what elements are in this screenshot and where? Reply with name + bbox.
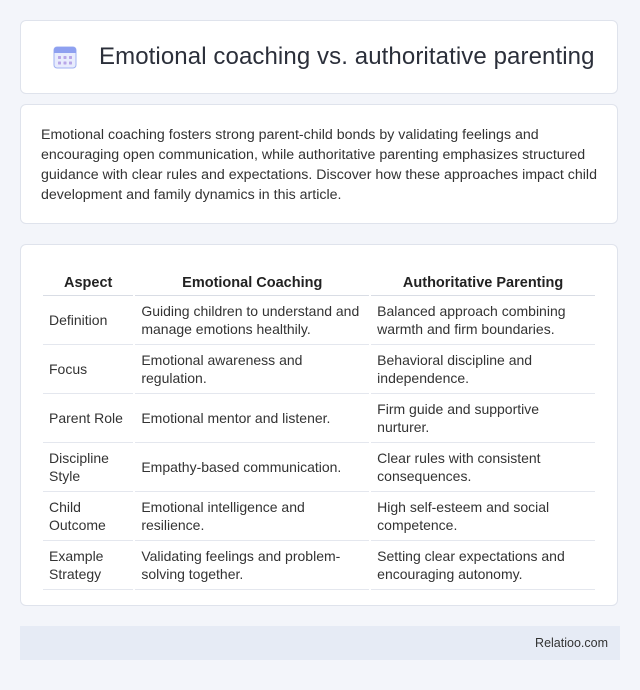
- intro-text: Emotional coaching fosters strong parent-child bonds by validating feelings and encouraging open communication, while authoritative parenting emphasizes structured guidance with clear rules and expectations. Discover how these approaches impact child development and family dynamics in this article.: [41, 127, 597, 203]
- row-aspect: Child Outcome: [43, 492, 133, 541]
- row-authoritative-parenting: High self-esteem and social competence.: [371, 492, 595, 541]
- column-header-emotional-coaching: Emotional Coaching: [135, 265, 369, 296]
- comparison-card: [20, 244, 618, 606]
- row-aspect: Definition: [43, 296, 133, 345]
- calendar-icon: [51, 43, 79, 71]
- row-emotional-coaching: Validating feelings and problem-solving together.: [135, 541, 369, 590]
- footer: [20, 626, 620, 660]
- row-emotional-coaching: Guiding children to understand and manage emotions healthily.: [135, 296, 369, 345]
- row-authoritative-parenting: Setting clear expectations and encouraging autonomy.: [371, 541, 595, 590]
- row-emotional-coaching: Emotional mentor and listener.: [135, 394, 369, 443]
- row-aspect: Focus: [43, 345, 133, 394]
- comparison-table: [41, 265, 597, 590]
- table-row: [43, 345, 595, 394]
- footer-brand[interactable]: Relatioo.com: [535, 636, 608, 650]
- column-header-authoritative-parenting: Authoritative Parenting: [371, 265, 595, 296]
- row-authoritative-parenting: Behavioral discipline and independence.: [371, 345, 595, 394]
- table-row: [43, 541, 595, 590]
- table-row: [43, 492, 595, 541]
- table-row: [43, 443, 595, 492]
- row-authoritative-parenting: Clear rules with consistent consequences.: [371, 443, 595, 492]
- row-authoritative-parenting: Firm guide and supportive nurturer.: [371, 394, 595, 443]
- row-emotional-coaching: Empathy-based communication.: [135, 443, 369, 492]
- row-aspect: Example Strategy: [43, 541, 133, 590]
- table-header-row: [43, 265, 595, 296]
- column-header-aspect: Aspect: [43, 265, 133, 296]
- row-emotional-coaching: Emotional intelligence and resilience.: [135, 492, 369, 541]
- title-card: [20, 20, 618, 94]
- intro-card: [20, 104, 618, 224]
- row-emotional-coaching: Emotional awareness and regulation.: [135, 345, 369, 394]
- page-title: Emotional coaching vs. authoritative parenting: [99, 43, 595, 70]
- table-row: [43, 296, 595, 345]
- row-aspect: Parent Role: [43, 394, 133, 443]
- row-aspect: Discipline Style: [43, 443, 133, 492]
- table-row: [43, 394, 595, 443]
- row-authoritative-parenting: Balanced approach combining warmth and firm boundaries.: [371, 296, 595, 345]
